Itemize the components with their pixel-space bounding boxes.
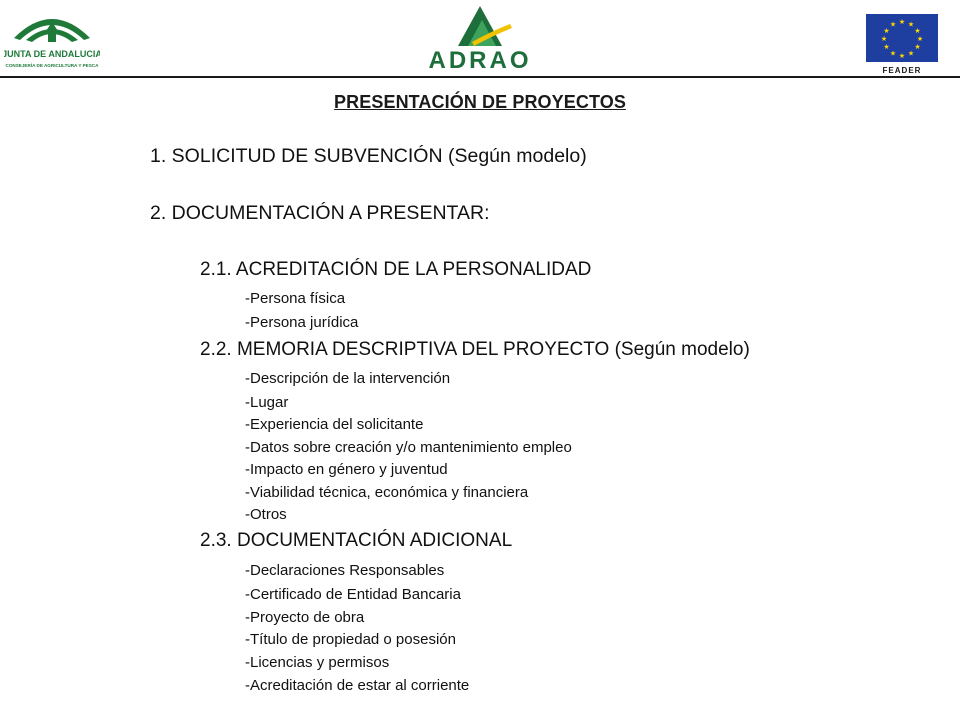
section-documentacion: 2. DOCUMENTACIÓN A PRESENTAR:: [150, 202, 490, 224]
list-item: -Persona jurídica: [245, 314, 359, 331]
junta-logo-name: JUNTA DE ANDALUCIA: [4, 49, 100, 59]
junta-logo-subtitle: CONSEJERÍA DE AGRICULTURA Y PESCA: [5, 63, 99, 68]
subsection-documentacion-adicional: 2.3. DOCUMENTACIÓN ADICIONAL: [200, 530, 513, 551]
list-item: -Acreditación de estar al corriente: [245, 677, 470, 694]
svg-text:★: ★: [883, 43, 890, 51]
svg-text:★: ★: [916, 35, 924, 43]
adrao-logo-name: ADRAO: [428, 47, 532, 74]
subsection-acreditacion: 2.1. ACREDITACIÓN DE LA PERSONALIDAD: [200, 259, 592, 280]
svg-text:★: ★: [889, 49, 897, 58]
list-item: -Título de propiedad o posesión: [245, 631, 456, 648]
list-item: -Viabilidad técnica, económica y financiera: [245, 484, 529, 501]
eu-flag-icon: [862, 10, 944, 76]
svg-text:★: ★: [907, 49, 915, 58]
header: [0, 0, 960, 80]
feader-caption: FEADER: [882, 66, 922, 75]
feader-logo: [862, 10, 944, 76]
svg-text:★: ★: [880, 35, 888, 43]
svg-text:★: ★: [898, 52, 906, 60]
list-item: -Persona física: [245, 290, 346, 307]
svg-text:★: ★: [889, 20, 897, 29]
list-item: -Otros: [245, 506, 287, 523]
list-item: -Datos sobre creación y/o mantenimiento empleo: [245, 439, 572, 456]
svg-text:★: ★: [914, 43, 921, 51]
svg-text:★: ★: [914, 27, 921, 35]
list-item: -Descripción de la intervención: [245, 370, 451, 387]
list-item: -Experiencia del solicitante: [245, 416, 424, 433]
svg-text:★: ★: [883, 27, 890, 35]
subsection-memoria: 2.2. MEMORIA DESCRIPTIVA DEL PROYECTO (Según modelo): [200, 339, 750, 360]
svg-text:★: ★: [907, 20, 915, 29]
header-divider: [0, 76, 960, 78]
list-item: -Lugar: [245, 394, 289, 411]
svg-text:★: ★: [898, 18, 906, 26]
adrao-mountain-icon: [410, 2, 550, 74]
list-item: -Certificado de Entidad Bancaria: [245, 586, 461, 603]
list-item: -Impacto en género y juventud: [245, 461, 448, 478]
adrao-logo: [410, 2, 550, 74]
section-solicitud: 1. SOLICITUD DE SUBVENCIÓN (Según modelo): [150, 145, 587, 167]
page-title: PRESENTACIÓN DE PROYECTOS: [334, 92, 626, 112]
junta-andalucia-logo: [4, 4, 100, 74]
list-item: -Proyecto de obra: [245, 609, 365, 626]
list-item: -Declaraciones Responsables: [245, 562, 445, 579]
junta-emblem-icon: [4, 4, 100, 74]
list-item: -Licencias y permisos: [245, 654, 390, 671]
